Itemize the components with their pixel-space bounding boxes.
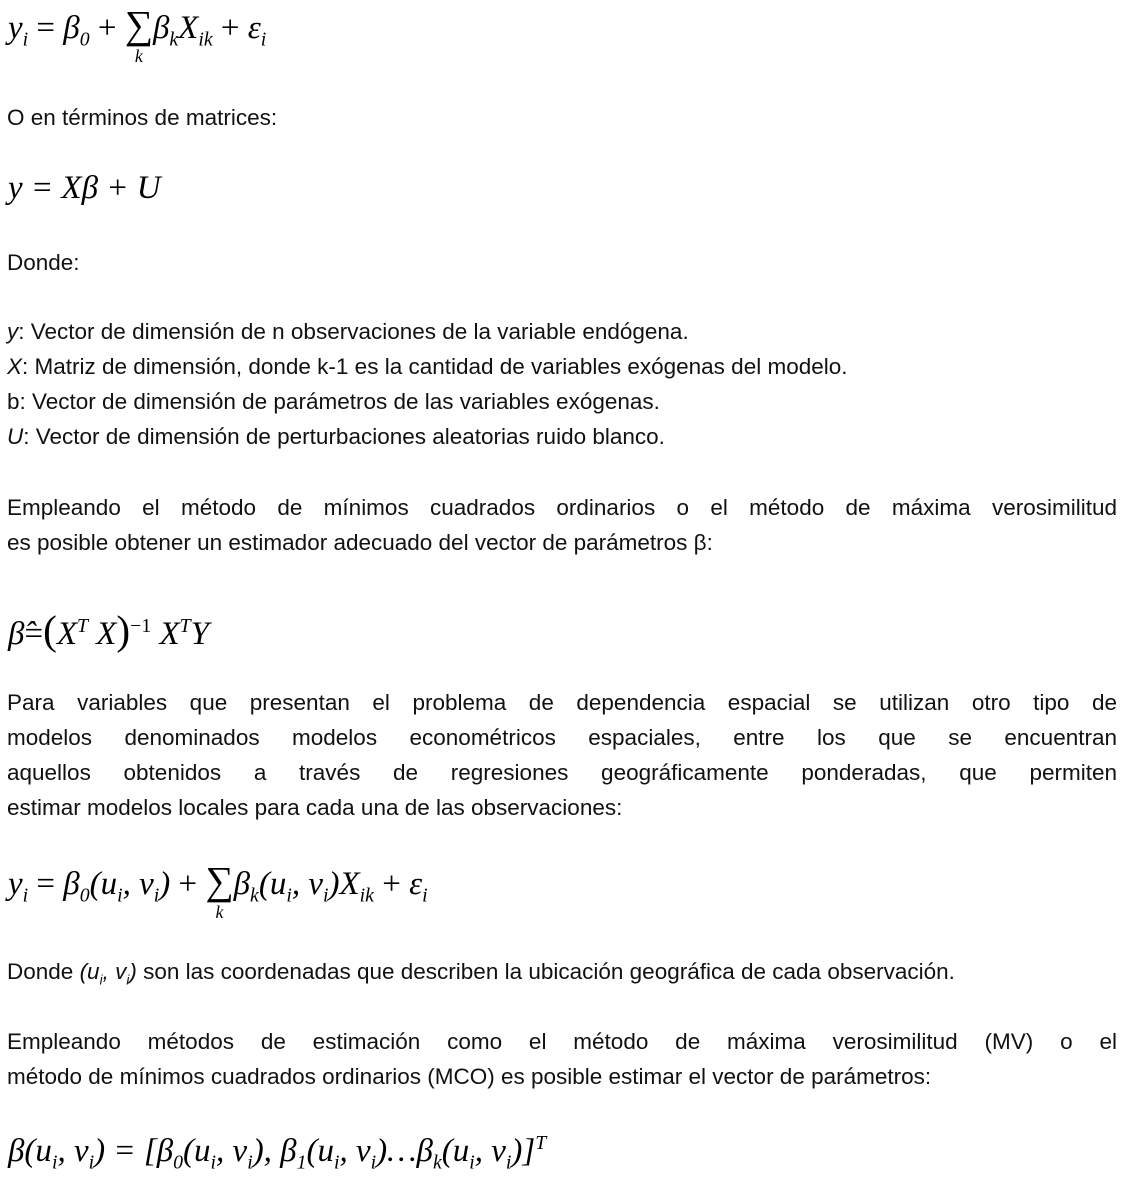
paragraph-estimation-parameters: Empleando métodos de estimación como el método de máxima verosimilitud (MV) o el método de mínimos cuadrados ordinarios (MCO) es posible estimar el vector de parámetros: — [7, 1029, 1117, 1089]
paragraph-matrix-intro: O en términos de matrices: — [7, 105, 278, 130]
equation-ols-estimator: $\betâ=(X^T$ X)$^{-1}$ $X^TY$ — [8, 607, 210, 653]
equation-parameter-vector: $\beta(u_i$, $v_i) = [\beta_0(u_i$, $v_i$), $\beta_1(u_i$, $v_i)\dots\beta_k(u_i$, $v_i)]^T$ — [8, 1132, 547, 1174]
definition-y: y: Vector de dimensión de n observaciones de la variable endógena. — [7, 319, 689, 344]
equation-linear-model: $y_i = \beta_0$ + ∑ k $\beta_kX_{ik} + \varepsilon_i$ — [8, 3, 267, 66]
summation-symbol: ∑ k — [205, 859, 234, 922]
paragraph-donde: Donde: — [7, 250, 80, 275]
paragraph-estimation-methods: Empleando el método de mínimos cuadrados ordinarios o el método de máxima verosimilitud es posible obtener un estimador adecuado del vector de parámetros β: — [7, 495, 1117, 555]
paragraph-spatial-dependence: Para variables que presentan el problema de dependencia espacial se utilizan otro tipo de modelos denominados modelos econométricos espaciales, entre los que se encuentran aquellos obtenidos a través de regresiones geográficamente ponderadas, que permiten estimar modelos locales para cada una de las observaciones: — [7, 690, 1117, 820]
equation-gwr-model: $y_i = \beta_0(u_i$, $v_i$) + ∑ k $\beta_k(u_i$, $v_i)X_{ik} + \varepsilon_i$ — [8, 859, 428, 922]
equation-matrix-form: y = Xβ + U — [8, 170, 161, 206]
definition-b: b: Vector de dimensión de parámetros de las variables exógenas. — [7, 389, 660, 414]
summation-symbol: ∑ k — [124, 3, 153, 66]
definition-x: X: Matriz de dimensión, donde k-1 es la cantidad de variables exógenas del modelo. — [7, 354, 848, 379]
definition-u: U: Vector de dimensión de perturbaciones aleatorias ruido blanco. — [7, 424, 665, 449]
paragraph-coordinates: Donde ($u_i$, $v_i$) son las coordenadas que describen la ubicación geográfica de cada observación. — [7, 959, 955, 988]
